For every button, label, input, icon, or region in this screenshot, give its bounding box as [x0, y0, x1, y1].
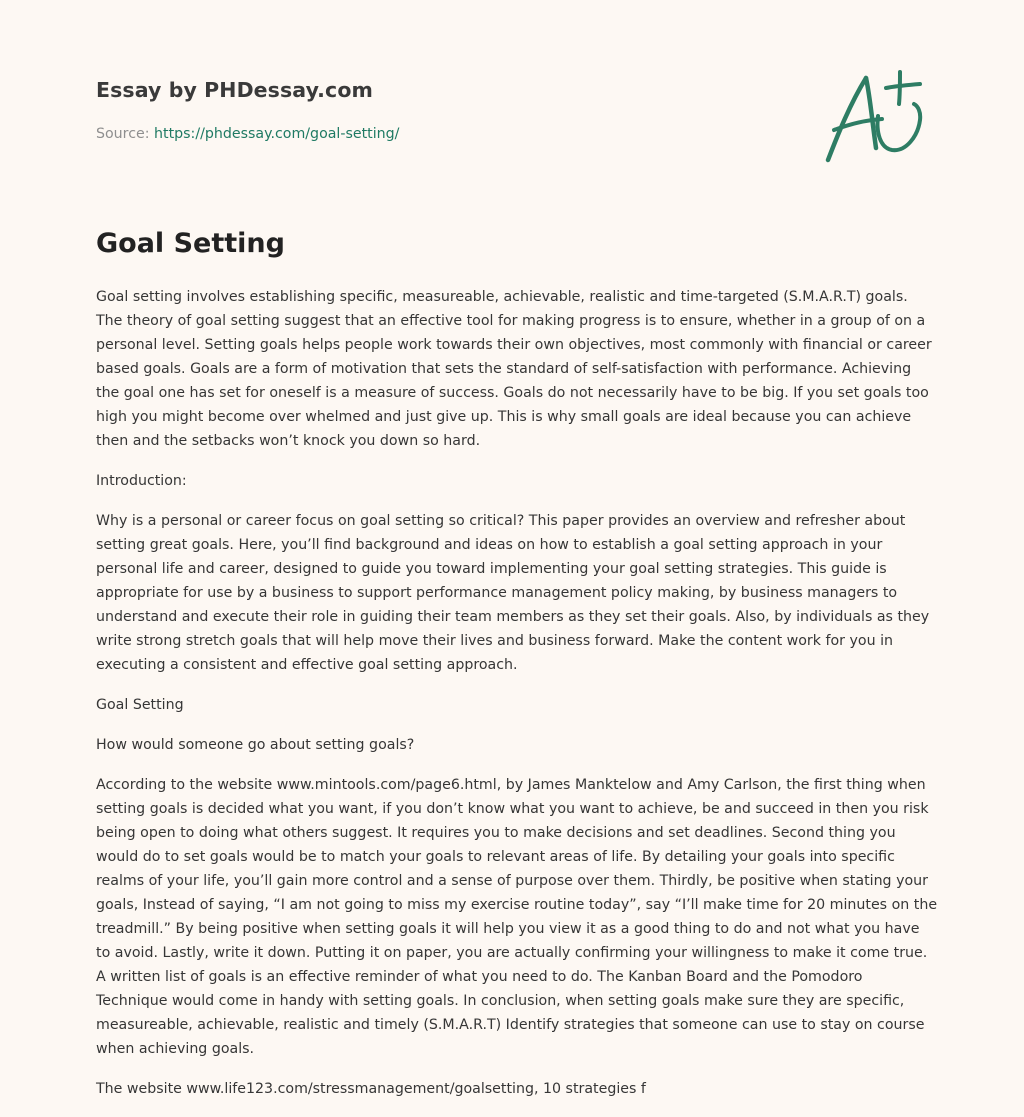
paragraph: Goal setting involves establishing specific, measureable, achievable, realistic and time-targeted (S.M.A.R.T) goals. The theory of goal setting suggest that an effective tool for making progress is to ensure, whether in a group of on a personal level. Setting goals helps people work towards their own objectives, most commonly with financial or career based goals. Goals are a form of motivation that sets the standard of self-satisfaction with performance. Achieving the goal one has set for oneself is a measure of success. Goals do not necessarily have to be big. If you set goals too high you might become over whelmed and just give up. This is why small goals are ideal because you can achieve then and the setbacks won’t knock you down so hard. — [96, 289, 932, 449]
paragraph: Goal Setting — [96, 697, 184, 713]
paragraph: Introduction: — [96, 473, 187, 489]
paragraph: How would someone go about setting goals? — [96, 737, 415, 753]
paragraph: Why is a personal or career focus on goal setting so critical? This paper provides an overview and refresher about setting great goals. Here, you’ll find background and ideas on how to establish a goal setting approach in your personal life and career, designed to guide you toward implementing your goal setting strategies. This guide is appropriate for use by a business to support performance management policy making, by business managers to understand and execute their role in guiding their team members as they set their goals. Also, by individuals as they write strong stretch goals that will help move their lives and business forward. Make the content work for you in executing a consistent and effective goal setting approach. — [96, 513, 930, 673]
source-link[interactable]: https://phdessay.com/goal-setting/ — [154, 126, 400, 142]
source-line — [96, 124, 796, 144]
paragraph: The website www.life123.com/stressmanagement/goalsetting, 10 strategies f — [96, 1081, 646, 1097]
site-title: Essay by PHDessay.com — [96, 78, 373, 102]
page-header — [96, 74, 796, 144]
paragraph: According to the website www.mintools.com/page6.html, by James Manktelow and Amy Carlson, the first thing when setting goals is decided what you want, if you don’t know what you want to achieve, be and succeed in then you risk being open to doing what others suggest. It requires you to make decisions and set deadlines. Second thing you would do to set goals would be to match your goals to relevant areas of life. By detailing your goals into specific realms of your life, you’ll gain more control and a sense of purpose over them. Thirdly, be positive when stating your goals, Instead of saying, “I am not going to miss my exercise routine today”, say “I’ll make time for 20 minutes on the treadmill.” By being positive when setting goals it will help you view it as a good thing to do and not what you have to avoid. Lastly, write it down. Putting it on paper, you are actually confirming your willingness to make it come true. A written list of goals is an effective reminder of what you need to do. The Kanban Board and the Pomodoro Technique would come in handy with setting goals. In conclusion, when setting goals make sure they are specific, measureable, achievable, realistic and timely (S.M.A.R.T) Identify strategies that someone can use to stay on course when achieving goals. — [96, 777, 938, 1057]
essay-body — [96, 285, 938, 1117]
source-label: Source: — [96, 126, 155, 142]
document-title: Goal Setting — [96, 228, 285, 259]
a-plus-grade-icon — [820, 64, 932, 168]
